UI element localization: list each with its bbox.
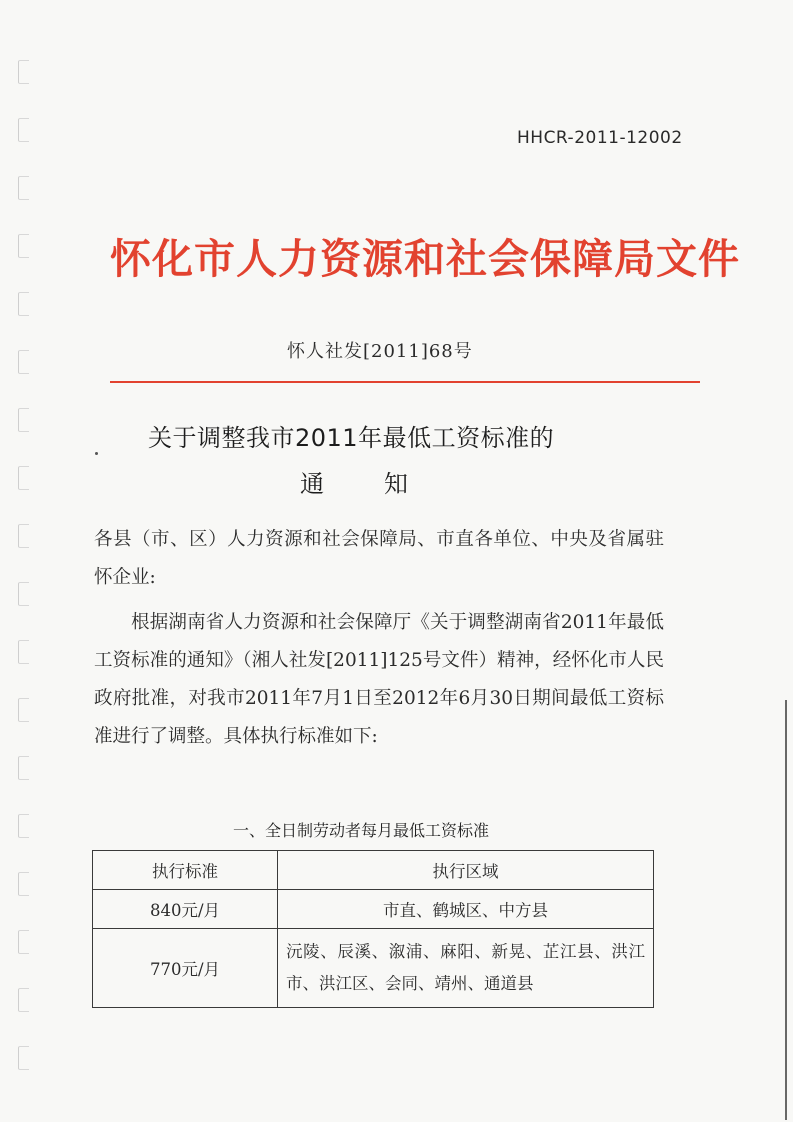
notice-title: 关于调整我市2011年最低工资标准的 (148, 424, 555, 452)
cell-standard: 840元/月 (93, 890, 278, 929)
header-standard: 执行标准 (93, 851, 278, 890)
table-row (93, 929, 654, 1008)
cell-area: 沅陵、辰溪、溆浦、麻阳、新晃、芷江县、洪江市、洪江区、会同、靖州、通道县 (278, 929, 654, 1008)
minimum-wage-table (92, 850, 654, 1008)
red-divider (110, 381, 700, 383)
cell-standard: 770元/月 (93, 929, 278, 1008)
scan-speck (95, 452, 98, 455)
document-number: 怀人社发[2011]68号 (287, 341, 473, 362)
addressee: 各县（市、区）人力资源和社会保障局、市直各单位、中央及省属驻怀企业: (94, 529, 664, 588)
document-code: HHCR-2011-12002 (517, 128, 683, 148)
issuer-title: 怀化市人力资源和社会保障局文件 (110, 235, 740, 283)
scan-edge-shadow (785, 700, 787, 1120)
body-paragraph: 根据湖南省人力资源和社会保障厅《关于调整湖南省2011年最低工资标准的通知》（湘人社发[2011]125号文件）精神，经怀化市人民政府批准，对我市2011年7月1日至2012年6月30日期间最低工资标准进行了调整。具体执行标准如下: (94, 612, 664, 747)
header-area: 执行区域 (278, 851, 654, 890)
notice-subtitle: 通知 (300, 470, 468, 498)
binding-marks (18, 0, 32, 1122)
table-row (93, 890, 654, 929)
table-header-row (93, 851, 654, 890)
cell-area: 市直、鹤城区、中方县 (278, 890, 654, 929)
table-caption: 一、全日制劳动者每月最低工资标准 (233, 821, 490, 840)
